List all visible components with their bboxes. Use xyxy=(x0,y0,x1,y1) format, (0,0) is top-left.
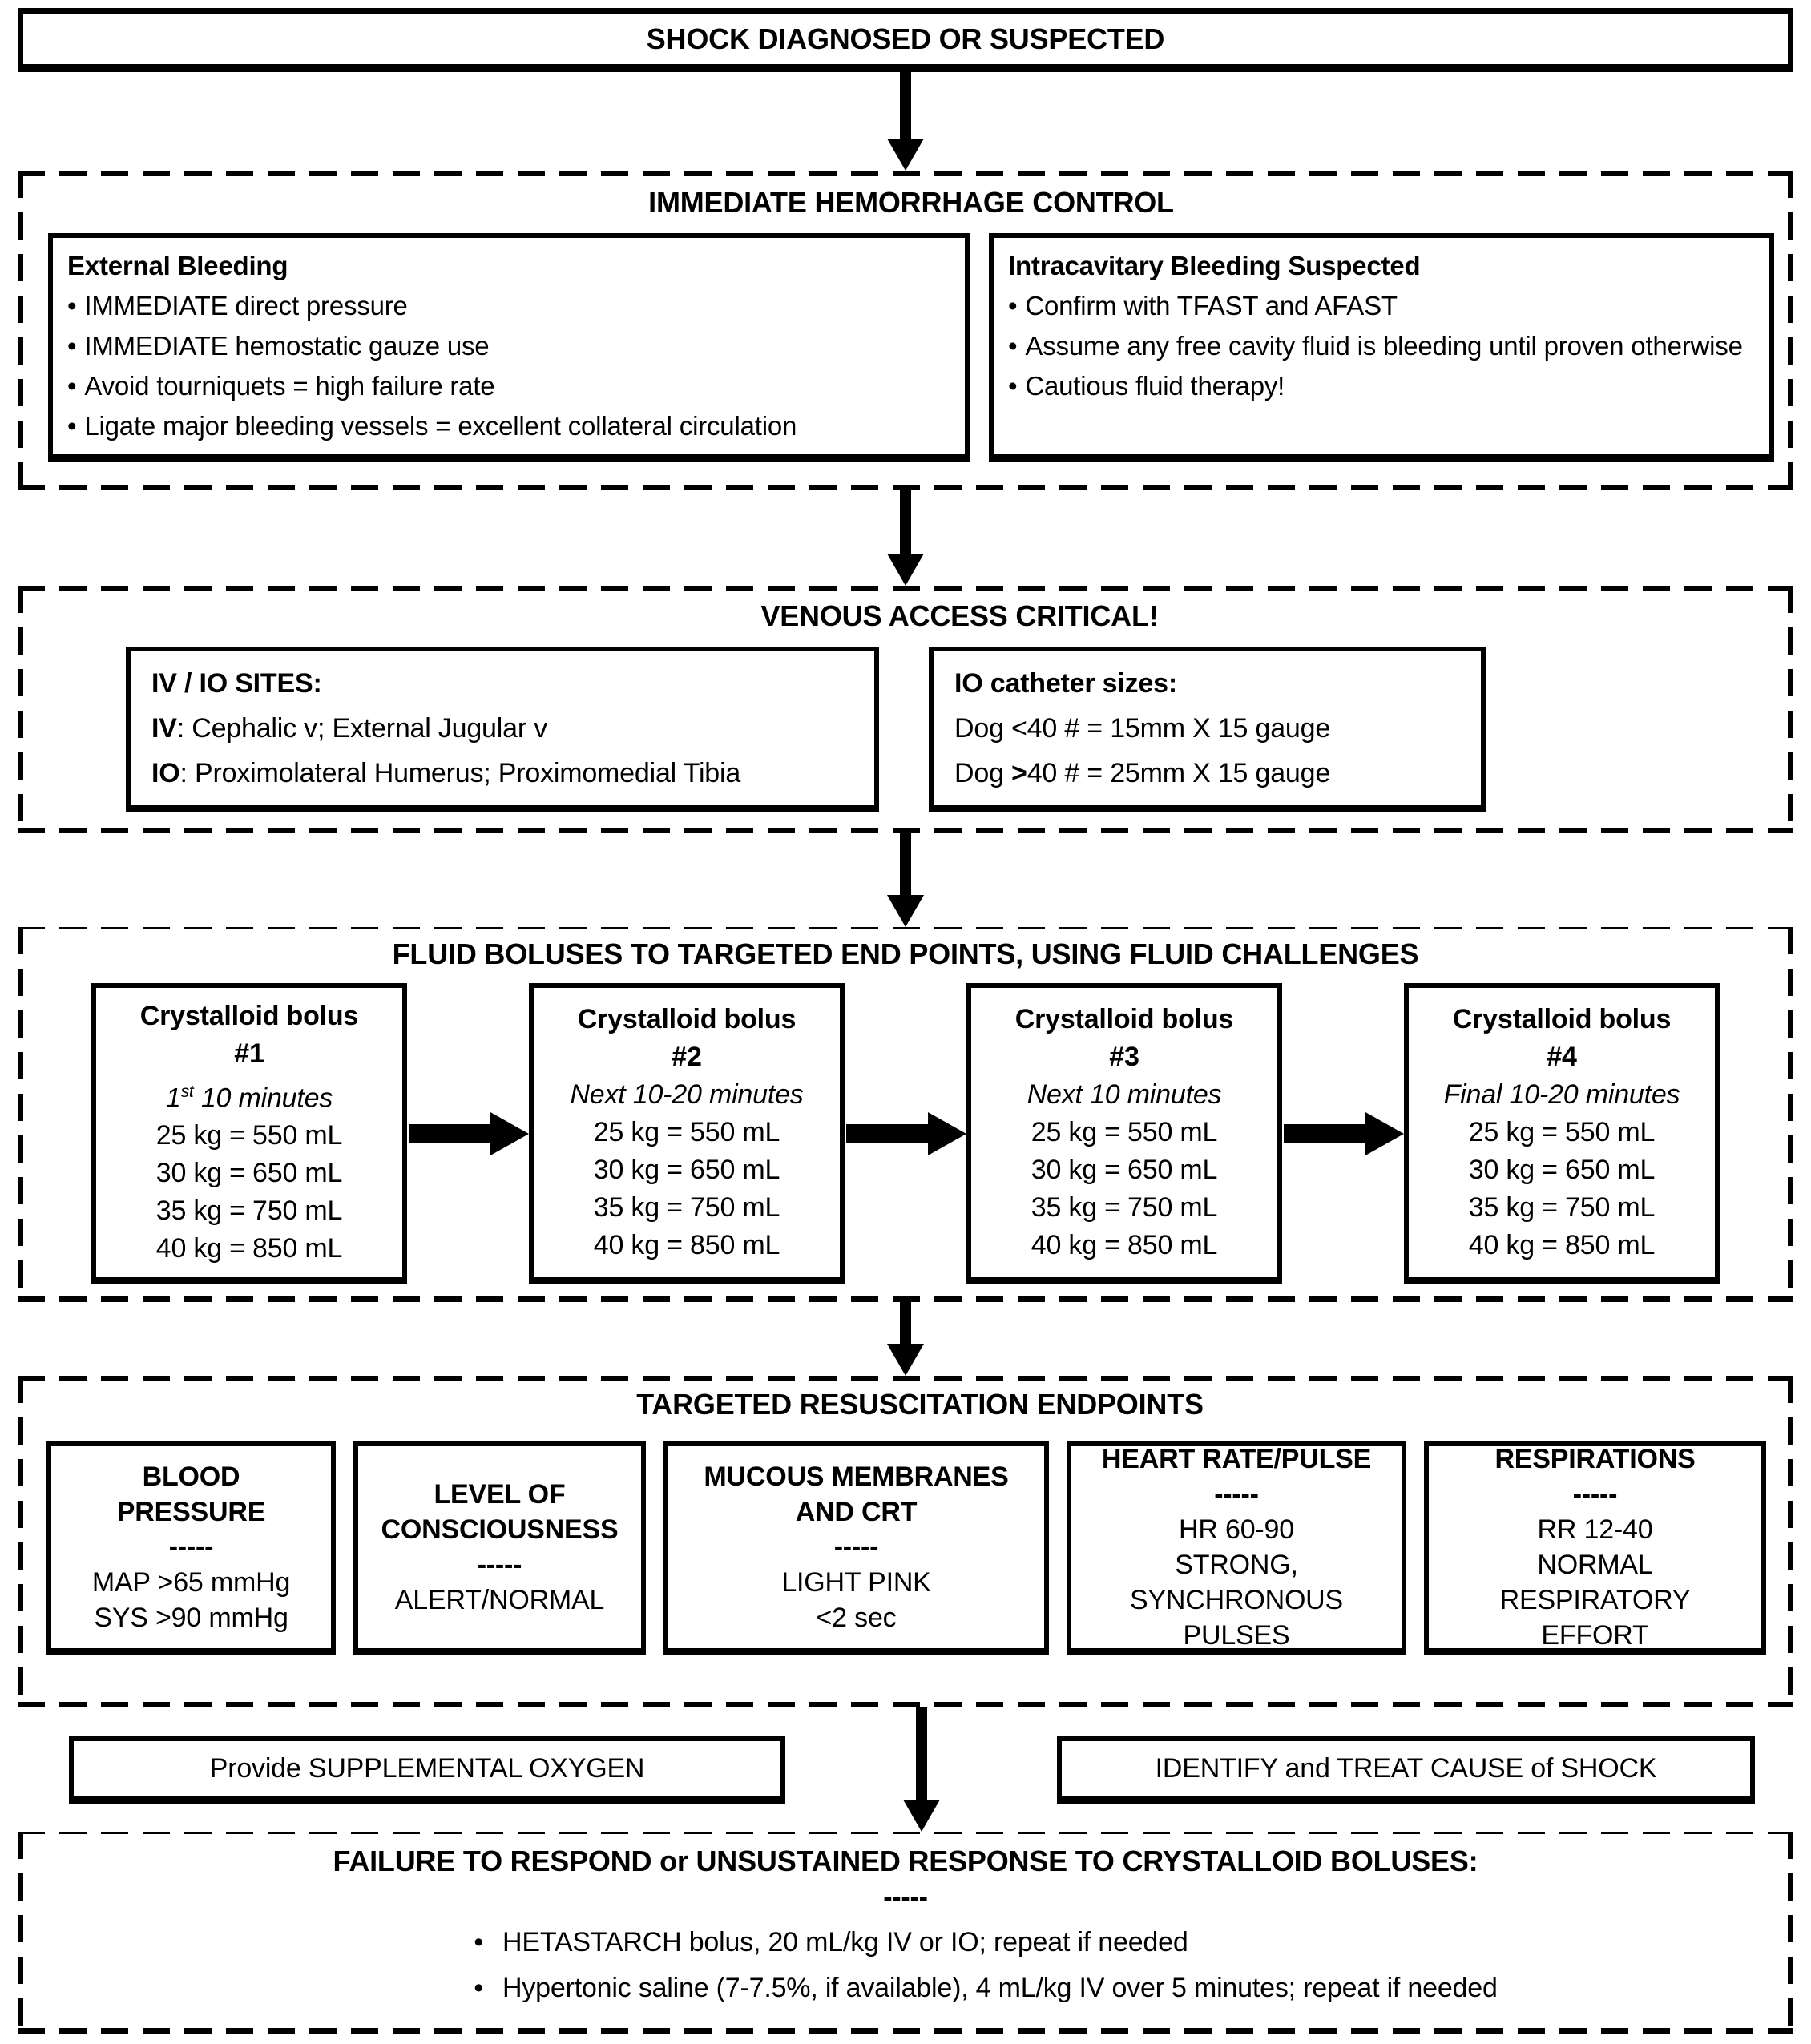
io-text: : Proximolateral Humerus; Proximomedial Tibia xyxy=(179,758,741,788)
heart-rate-pulse-box xyxy=(1067,1441,1406,1655)
iv-io-sites-box xyxy=(126,647,879,812)
bolus-name: Crystalloid bolus xyxy=(139,1001,359,1031)
flow-arrow-right-3 xyxy=(1282,1111,1404,1156)
endpoint-title-line: HEART RATE/PULSE xyxy=(1101,1444,1372,1474)
external-bleeding-box xyxy=(48,233,970,462)
iv-io-sites-title: IV / IO SITES: xyxy=(151,668,322,699)
dose-line: 40 kg = 850 mL xyxy=(155,1233,343,1264)
timing-text: 1 xyxy=(165,1082,181,1114)
endpoint-title-line: BLOOD xyxy=(142,1461,240,1492)
timing-text: Next 10 minutes xyxy=(1027,1079,1222,1111)
endpoint-value-line: STRONG, xyxy=(1175,1550,1298,1580)
bullet-text: Hypertonic saline (7-7.5%, if available), 4 mL/kg IV over 5 minutes; repeat if needed xyxy=(502,1973,1498,2003)
io-sites-line xyxy=(151,751,853,796)
intracavitary-bleeding-box xyxy=(989,233,1774,462)
flow-arrow-down-1 xyxy=(887,72,924,171)
bolus-name: Crystalloid bolus xyxy=(1014,1004,1234,1035)
iv-label: IV xyxy=(151,713,177,744)
section-failure-to-respond xyxy=(18,1832,1793,2034)
endpoint-value-line: <2 sec xyxy=(816,1603,897,1633)
io-catheter-sizes-title: IO catheter sizes: xyxy=(954,668,1177,699)
hemorrhage-boxes-row xyxy=(48,233,1774,462)
intracavitary-bullet xyxy=(1008,286,1760,326)
endpoints-section-title: TARGETED RESUSCITATION ENDPOINTS xyxy=(636,1388,1204,1421)
endpoint-value-line: LIGHT PINK xyxy=(781,1567,931,1598)
large-dog-prefix: Dog xyxy=(954,758,1012,788)
fluid-boxes-row xyxy=(18,983,1793,1284)
dose-line: 25 kg = 550 mL xyxy=(1468,1117,1656,1148)
mucous-membranes-box xyxy=(663,1441,1049,1655)
timing-text: Final 10-20 minutes xyxy=(1443,1079,1680,1111)
intracavitary-bleeding-title: Intracavitary Bleeding Suspected xyxy=(1008,251,1421,280)
actions-row xyxy=(18,1707,1793,1832)
crystalloid-bolus-4-box xyxy=(1404,983,1720,1284)
dose-line: 25 kg = 550 mL xyxy=(155,1120,343,1151)
external-bleeding-bullet xyxy=(67,406,955,446)
bolus-number: #3 xyxy=(1109,1042,1139,1073)
external-bleeding-bullet xyxy=(67,326,955,366)
dose-line: 30 kg = 650 mL xyxy=(1031,1155,1218,1186)
start-title: SHOCK DIAGNOSED OR SUSPECTED xyxy=(646,22,1165,55)
venous-boxes-row xyxy=(126,647,1793,812)
dose-line: 35 kg = 750 mL xyxy=(593,1192,780,1224)
endpoint-title-line: CONSCIOUSNESS xyxy=(381,1514,619,1545)
fluid-section-title: FLUID BOLUSES TO TARGETED END POINTS, USING FLUID CHALLENGES xyxy=(392,937,1419,970)
treat-cause-box xyxy=(1057,1736,1755,1804)
bullet-text: Avoid tourniquets = high failure rate xyxy=(84,371,495,401)
arrow-slot xyxy=(785,1707,1057,1832)
dose-line: 25 kg = 550 mL xyxy=(1031,1117,1218,1148)
dose-line: 40 kg = 850 mL xyxy=(1468,1230,1656,1261)
bolus-timing xyxy=(101,1073,397,1117)
endpoint-separator: ----- xyxy=(1214,1479,1259,1510)
bolus-number: #2 xyxy=(672,1042,702,1073)
flow-arrow-right-1 xyxy=(407,1111,529,1156)
dose-line: 30 kg = 650 mL xyxy=(593,1155,780,1186)
large-dog-gt: > xyxy=(1011,758,1027,788)
failure-bullet-list xyxy=(474,1920,1497,2011)
blood-pressure-box xyxy=(46,1441,336,1655)
endpoint-title-line: PRESSURE xyxy=(116,1497,266,1527)
endpoint-title-line: MUCOUS MEMBRANES xyxy=(704,1461,1009,1492)
flow-arrow-down-5 xyxy=(903,1707,940,1832)
flow-arrow-down-4 xyxy=(887,1302,924,1376)
bullet-text: Assume any free cavity fluid is bleeding until proven otherwise xyxy=(1025,331,1743,361)
endpoint-value-line: ALERT/NORMAL xyxy=(394,1585,605,1615)
endpoint-separator: ----- xyxy=(1572,1479,1618,1510)
dose-line: 30 kg = 650 mL xyxy=(155,1158,343,1189)
large-dog-rest: 40 # = 25mm X 15 gauge xyxy=(1027,758,1331,788)
dose-line: 40 kg = 850 mL xyxy=(1031,1230,1218,1261)
treat-cause-label: IDENTIFY and TREAT CAUSE of SHOCK xyxy=(1155,1752,1657,1784)
dose-line: 35 kg = 750 mL xyxy=(1468,1192,1656,1224)
flow-arrow-down-2 xyxy=(887,490,924,586)
bullet-text: IMMEDIATE direct pressure xyxy=(84,291,408,321)
level-of-consciousness-box xyxy=(353,1441,646,1655)
section-hemorrhage-control xyxy=(18,171,1793,490)
failure-bullet xyxy=(474,1965,1497,2011)
bolus-name: Crystalloid bolus xyxy=(577,1004,797,1035)
dose-line: 30 kg = 650 mL xyxy=(1468,1155,1656,1186)
bullet-text: Confirm with TFAST and AFAST xyxy=(1025,291,1398,321)
supplemental-oxygen-box xyxy=(69,1736,785,1804)
failure-section-title: FAILURE TO RESPOND or UNSUSTAINED RESPONSE TO CRYSTALLOID BOLUSES: xyxy=(333,1844,1478,1877)
start-box xyxy=(18,8,1793,72)
external-bleeding-bullet xyxy=(67,366,955,406)
bolus-number: #4 xyxy=(1547,1042,1577,1073)
endpoint-title-line: LEVEL OF xyxy=(434,1479,566,1510)
respirations-box xyxy=(1424,1441,1766,1655)
endpoint-separator: ----- xyxy=(168,1532,214,1562)
endpoint-value-line: SYNCHRONOUS xyxy=(1129,1585,1344,1615)
small-dog-line: Dog <40 # = 15mm X 15 gauge xyxy=(954,713,1331,744)
external-bleeding-title: External Bleeding xyxy=(67,251,288,280)
endpoint-title-line: RESPIRATIONS xyxy=(1494,1444,1696,1474)
bullet-text: Ligate major bleeding vessels = excellent collateral circulation xyxy=(84,411,797,441)
section-venous-access xyxy=(18,586,1793,833)
bolus-timing xyxy=(1414,1076,1710,1114)
intracavitary-bullet xyxy=(1008,366,1760,406)
dose-line: 35 kg = 750 mL xyxy=(1031,1192,1218,1224)
section-fluid-boluses xyxy=(18,927,1793,1302)
bullet-text: IMMEDIATE hemostatic gauze use xyxy=(84,331,490,361)
dose-line: 40 kg = 850 mL xyxy=(593,1230,780,1261)
iv-sites-line xyxy=(151,706,853,751)
dose-line: 35 kg = 750 mL xyxy=(155,1195,343,1227)
endpoint-separator: ----- xyxy=(477,1550,522,1580)
endpoint-separator: ----- xyxy=(833,1532,879,1562)
endpoint-value-line: HR 60-90 xyxy=(1179,1514,1294,1545)
bolus-name: Crystalloid bolus xyxy=(1452,1004,1672,1035)
bullet-text: HETASTARCH bolus, 20 mL/kg IV or IO; repeat if needed xyxy=(502,1927,1188,1957)
endpoint-title-line: AND CRT xyxy=(795,1497,918,1527)
large-dog-line xyxy=(954,751,1460,796)
dose-line: 25 kg = 550 mL xyxy=(593,1117,780,1148)
endpoint-value-line: MAP >65 mmHg xyxy=(91,1567,291,1598)
iv-text: : Cephalic v; External Jugular v xyxy=(176,713,547,744)
venous-section-title: VENOUS ACCESS CRITICAL! xyxy=(760,599,1159,632)
endpoint-value-line: NORMAL xyxy=(1537,1550,1653,1580)
io-label: IO xyxy=(151,758,180,788)
bullet-text: Cautious fluid therapy! xyxy=(1025,371,1285,401)
failure-separator: ----- xyxy=(883,1882,928,1913)
crystalloid-bolus-2-box xyxy=(529,983,845,1284)
bolus-timing xyxy=(976,1076,1273,1114)
timing-superscript: st xyxy=(180,1082,194,1101)
external-bleeding-bullet xyxy=(67,286,955,326)
bolus-number: #1 xyxy=(234,1038,264,1069)
endpoint-value-line: SYS >90 mmHg xyxy=(94,1603,288,1633)
endpoint-value-line: PULSES xyxy=(1183,1620,1290,1651)
endpoint-value-line: RR 12-40 xyxy=(1537,1514,1653,1545)
crystalloid-bolus-3-box xyxy=(966,983,1282,1284)
timing-text: 10 minutes xyxy=(193,1082,333,1114)
section-resuscitation-endpoints xyxy=(18,1376,1793,1707)
crystalloid-bolus-1-box xyxy=(91,983,407,1284)
hemorrhage-section-title: IMMEDIATE HEMORRHAGE CONTROL xyxy=(648,186,1174,219)
flow-arrow-down-3 xyxy=(887,833,924,927)
timing-text: Next 10-20 minutes xyxy=(570,1079,804,1111)
intracavitary-bullet xyxy=(1008,326,1760,366)
endpoints-boxes-row xyxy=(46,1441,1793,1655)
endpoint-value-line: RESPIRATORY xyxy=(1499,1585,1691,1615)
io-catheter-sizes-box xyxy=(929,647,1486,812)
supplemental-oxygen-label: Provide SUPPLEMENTAL OXYGEN xyxy=(209,1752,645,1784)
flow-arrow-right-2 xyxy=(845,1111,966,1156)
endpoint-value-line: EFFORT xyxy=(1541,1620,1649,1651)
bolus-timing xyxy=(538,1076,835,1114)
failure-bullet xyxy=(474,1920,1497,1965)
